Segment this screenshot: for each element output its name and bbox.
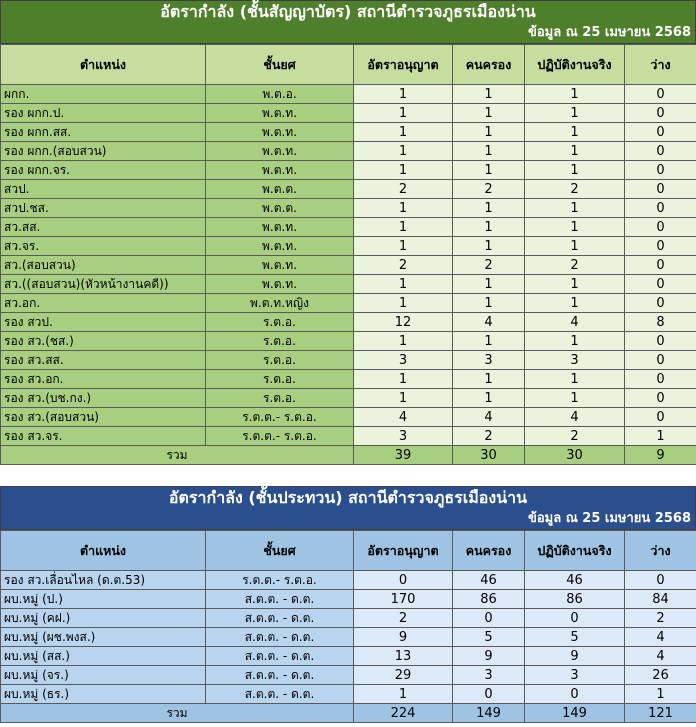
table-row [1,313,696,332]
position-cell: รอง สว.(ชส.) [1,332,206,351]
position-cell: รอง ผกก.ป. [1,104,206,123]
vacant-cell: 1 [625,685,696,704]
authorized-cell: 9 [354,628,453,647]
rank-cell: พ.ต.อ. [206,85,354,104]
vacant-cell: 26 [625,666,696,685]
table-row [1,389,696,408]
rank-cell: ส.ต.ต. - ด.ต. [206,666,354,685]
position-cell: สว.อก. [1,294,206,313]
rank-cell: ร.ต.อ. [206,370,354,389]
rank-cell: ส.ต.ต. - ด.ต. [206,609,354,628]
position-cell: รอง ผกก.(สอบสวน) [1,142,206,161]
authorized-cell: 1 [354,123,453,142]
authorized-cell: 0 [354,571,453,590]
authorized-cell: 2 [354,180,453,199]
rank-cell: ส.ต.ต. - ด.ต. [206,628,354,647]
occupied-cell: 1 [453,123,525,142]
rank-cell: ส.ต.ต. - ด.ต. [206,685,354,704]
authorized-cell: 3 [354,351,453,370]
header-row [1,531,696,571]
occupied-cell: 2 [453,427,525,446]
spacer [0,466,696,486]
header-vacant: ว่าง [625,45,696,85]
vacant-cell: 84 [625,590,696,609]
position-cell: รอง สว.จร. [1,427,206,446]
position-cell: สวป.ชส. [1,199,206,218]
rank-cell: ร.ต.ต.- ร.ต.อ. [206,427,354,446]
rank-cell: พ.ต.ท. [206,123,354,142]
table-row [1,237,696,256]
authorized-cell: 1 [354,332,453,351]
vacant-cell: 1 [625,427,696,446]
total-authorized: 224 [354,704,453,723]
on-duty-cell: 4 [525,408,625,427]
position-cell: สว.จร. [1,237,206,256]
occupied-cell: 0 [453,685,525,704]
authorized-cell: 12 [354,313,453,332]
on-duty-cell: 0 [525,609,625,628]
total-vacant: 121 [625,704,696,723]
rank-cell: พ.ต.ต. [206,199,354,218]
authorized-cell: 1 [354,218,453,237]
occupied-cell: 9 [453,647,525,666]
table-row [1,571,696,590]
vacant-cell: 0 [625,351,696,370]
commissioned-table [0,44,696,465]
position-cell: ผบ.หมู่ (ผช.พงส.) [1,628,206,647]
on-duty-cell: 1 [525,389,625,408]
table-row [1,218,696,237]
header-vacant: ว่าง [625,531,696,571]
rank-cell: พ.ต.ท.หญิง [206,294,354,313]
authorized-cell: 1 [354,199,453,218]
on-duty-cell: 9 [525,647,625,666]
rank-cell: ร.ต.อ. [206,389,354,408]
vacant-cell: 0 [625,370,696,389]
header-on-duty: ปฏิบัติงานจริง [525,531,625,571]
on-duty-cell: 1 [525,332,625,351]
rank-cell: พ.ต.ท. [206,142,354,161]
authorized-cell: 4 [354,408,453,427]
authorized-cell: 1 [354,85,453,104]
authorized-cell: 13 [354,647,453,666]
authorized-cell: 1 [354,294,453,313]
authorized-cell: 2 [354,256,453,275]
table-row [1,427,696,446]
position-cell: รอง สว.(สอบสวน) [1,408,206,427]
vacant-cell: 0 [625,142,696,161]
authorized-cell: 170 [354,590,453,609]
commissioned-title: อัตรากำลัง (ชั้นสัญญาบัตร) สถานีตำรวจภูธรเมืองน่าน [160,2,536,21]
on-duty-cell: 46 [525,571,625,590]
vacant-cell: 0 [625,218,696,237]
on-duty-cell: 5 [525,628,625,647]
occupied-cell: 2 [453,256,525,275]
position-cell: ผบ.หมู่ (ธร.) [1,685,206,704]
authorized-cell: 1 [354,161,453,180]
on-duty-cell: 1 [525,370,625,389]
table-row [1,351,696,370]
occupied-cell: 1 [453,142,525,161]
non-commissioned-title: อัตรากำลัง (ชั้นประทวน) สถานีตำรวจภูธรเมืองน่าน [168,488,528,507]
position-cell: รอง ผกก.สส. [1,123,206,142]
commissioned-date: ข้อมูล ณ 25 เมษายน 2568 [527,25,691,40]
rank-cell: ร.ต.ต.- ร.ต.อ. [206,571,354,590]
rank-cell: พ.ต.ท. [206,218,354,237]
rank-cell: ส.ต.ต. - ด.ต. [206,590,354,609]
vacant-cell: 0 [625,389,696,408]
rank-cell: พ.ต.ท. [206,104,354,123]
on-duty-cell: 2 [525,427,625,446]
header-on-duty: ปฏิบัติงานจริง [525,45,625,85]
occupied-cell: 3 [453,666,525,685]
position-cell: รอง สวป. [1,313,206,332]
vacant-cell: 0 [625,571,696,590]
vacant-cell: 8 [625,313,696,332]
occupied-cell: 1 [453,104,525,123]
header-occupied: คนครอง [453,45,525,85]
table-row [1,142,696,161]
total-label: รวม [1,446,354,465]
position-cell: สว.((สอบสวน)(หัวหน้างานคดี)) [1,275,206,294]
table-row [1,123,696,142]
vacant-cell: 0 [625,275,696,294]
header-authorized: อัตราอนุญาต [354,45,453,85]
position-cell: รอง ผกก.จร. [1,161,206,180]
position-cell: ผบ.หมู่ (คฝ.) [1,609,206,628]
position-cell: ผบ.หมู่ (จร.) [1,666,206,685]
position-cell: รอง สว.สส. [1,351,206,370]
on-duty-cell: 0 [525,685,625,704]
on-duty-cell: 1 [525,294,625,313]
position-cell: สว.(สอบสวน) [1,256,206,275]
rank-cell: ร.ต.อ. [206,351,354,370]
position-cell: สวป. [1,180,206,199]
vacant-cell: 0 [625,237,696,256]
occupied-cell: 1 [453,389,525,408]
total-label: รวม [1,704,354,723]
on-duty-cell: 4 [525,313,625,332]
table-row [1,647,696,666]
rank-cell: พ.ต.ท. [206,237,354,256]
occupied-cell: 46 [453,571,525,590]
header-position: ตำแหน่ง [1,45,206,85]
vacant-cell: 0 [625,104,696,123]
vacant-cell: 2 [625,609,696,628]
total-row [1,704,696,723]
occupied-cell: 1 [453,275,525,294]
position-cell: ผบ.หมู่ (ป.) [1,590,206,609]
header-row [1,45,696,85]
table-row [1,666,696,685]
on-duty-cell: 1 [525,237,625,256]
vacant-cell: 4 [625,647,696,666]
occupied-cell: 1 [453,199,525,218]
table-row [1,408,696,427]
rank-cell: ส.ต.ต. - ด.ต. [206,647,354,666]
rank-cell: ร.ต.อ. [206,313,354,332]
table-row [1,370,696,389]
on-duty-cell: 2 [525,180,625,199]
total-vacant: 9 [625,446,696,465]
authorized-cell: 29 [354,666,453,685]
occupied-cell: 5 [453,628,525,647]
on-duty-cell: 1 [525,161,625,180]
position-cell: สว.สส. [1,218,206,237]
position-cell: รอง สว.เลื่อนไหล (ด.ต.53) [1,571,206,590]
vacant-cell: 0 [625,332,696,351]
on-duty-cell: 2 [525,256,625,275]
authorized-cell: 2 [354,609,453,628]
on-duty-cell: 3 [525,351,625,370]
header-authorized: อัตราอนุญาต [354,531,453,571]
on-duty-cell: 3 [525,666,625,685]
on-duty-cell: 1 [525,85,625,104]
occupied-cell: 0 [453,609,525,628]
vacant-cell: 0 [625,294,696,313]
on-duty-cell: 1 [525,199,625,218]
non-commissioned-date: ข้อมูล ณ 25 เมษายน 2568 [527,511,691,526]
table-row [1,590,696,609]
occupied-cell: 2 [453,180,525,199]
authorized-cell: 1 [354,389,453,408]
table-row [1,104,696,123]
table-row [1,161,696,180]
rank-cell: พ.ต.ต. [206,180,354,199]
rank-cell: พ.ต.ท. [206,161,354,180]
vacant-cell: 0 [625,256,696,275]
header-rank: ชั้นยศ [206,531,354,571]
vacant-cell: 0 [625,85,696,104]
total-authorized: 39 [354,446,453,465]
occupied-cell: 1 [453,370,525,389]
total-occupied: 30 [453,446,525,465]
table-row [1,275,696,294]
non-commissioned-title-bar [0,486,696,530]
total-row [1,446,696,465]
table-row [1,609,696,628]
table-row [1,85,696,104]
header-occupied: คนครอง [453,531,525,571]
non-commissioned-section [0,486,696,723]
occupied-cell: 4 [453,408,525,427]
vacant-cell: 0 [625,408,696,427]
vacant-cell: 0 [625,180,696,199]
occupied-cell: 1 [453,332,525,351]
vacant-cell: 4 [625,628,696,647]
on-duty-cell: 1 [525,142,625,161]
header-position: ตำแหน่ง [1,531,206,571]
vacant-cell: 0 [625,123,696,142]
total-on-duty: 30 [525,446,625,465]
authorized-cell: 1 [354,237,453,256]
occupied-cell: 1 [453,161,525,180]
on-duty-cell: 1 [525,104,625,123]
occupied-cell: 1 [453,237,525,256]
table-row [1,180,696,199]
position-cell: ผกก. [1,85,206,104]
authorized-cell: 3 [354,427,453,446]
rank-cell: พ.ต.ท. [206,275,354,294]
occupied-cell: 3 [453,351,525,370]
occupied-cell: 1 [453,294,525,313]
occupied-cell: 1 [453,218,525,237]
occupied-cell: 86 [453,590,525,609]
vacant-cell: 0 [625,199,696,218]
on-duty-cell: 1 [525,218,625,237]
table-row [1,294,696,313]
table-row [1,332,696,351]
position-cell: รอง สว.(บช.กง.) [1,389,206,408]
commissioned-title-bar [0,0,696,44]
on-duty-cell: 1 [525,275,625,294]
total-on-duty: 149 [525,704,625,723]
header-rank: ชั้นยศ [206,45,354,85]
rank-cell: พ.ต.ท. [206,256,354,275]
authorized-cell: 1 [354,104,453,123]
occupied-cell: 4 [453,313,525,332]
rank-cell: ร.ต.ต.- ร.ต.อ. [206,408,354,427]
table-row [1,685,696,704]
table-row [1,199,696,218]
table-row [1,628,696,647]
total-occupied: 149 [453,704,525,723]
authorized-cell: 1 [354,370,453,389]
non-commissioned-table [0,530,696,723]
occupied-cell: 1 [453,85,525,104]
vacant-cell: 0 [625,161,696,180]
authorized-cell: 1 [354,142,453,161]
table-row [1,256,696,275]
position-cell: รอง สว.อก. [1,370,206,389]
authorized-cell: 1 [354,275,453,294]
on-duty-cell: 86 [525,590,625,609]
authorized-cell: 1 [354,685,453,704]
position-cell: ผบ.หมู่ (สส.) [1,647,206,666]
on-duty-cell: 1 [525,123,625,142]
rank-cell: ร.ต.อ. [206,332,354,351]
